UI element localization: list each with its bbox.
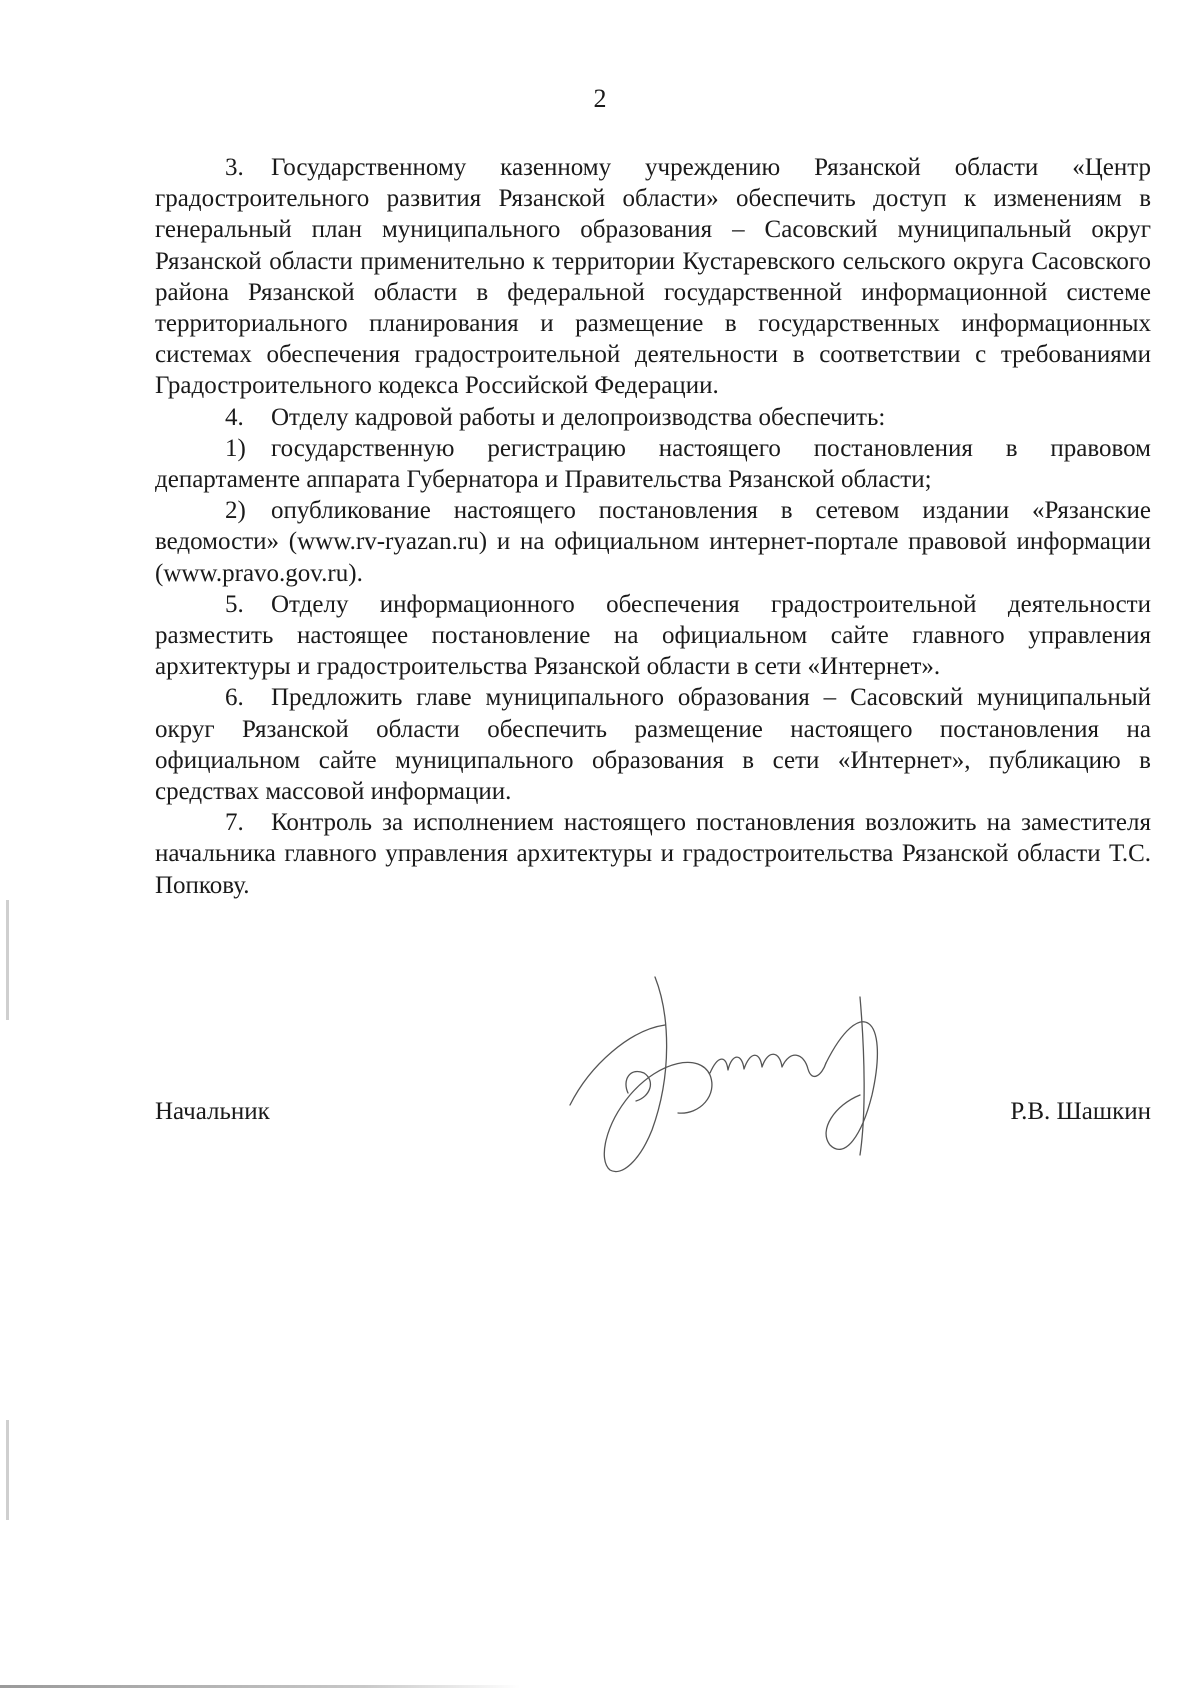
- paragraph-number: 6.: [225, 684, 244, 712]
- document-body: [155, 152, 1151, 901]
- signature-stroke: [570, 1025, 665, 1105]
- scan-edge-mark: [6, 1420, 9, 1520]
- scan-bottom-line: [0, 1685, 520, 1688]
- paragraph-number: 1): [225, 434, 246, 462]
- paragraph-7: [155, 807, 1151, 901]
- scan-edge-mark: [6, 900, 9, 1020]
- signature-stroke: [604, 977, 712, 1172]
- signature-stroke: [826, 1022, 877, 1150]
- paragraph-3: [155, 152, 1151, 402]
- signature-stroke: [710, 1054, 826, 1076]
- paragraph-4: [155, 402, 1151, 433]
- paragraph-number: 3.: [225, 154, 244, 181]
- paragraph-text: Отделу информационного обеспечения градостроительной деятельности разместить настоящее постановление на официальном сайте главного управления архитектуры и градостроительства Рязанской области в сети «Интернет».: [155, 590, 1151, 681]
- paragraph-number: 5.: [225, 590, 244, 618]
- paragraph-6: [155, 682, 1151, 807]
- paragraph-text: государственную регистрацию настоящего постановления в правовом департаменте аппарата Губернатора и Правительства Рязанской области;: [155, 434, 1151, 494]
- page-number: 2: [593, 84, 607, 113]
- paragraph-text: опубликование настоящего постановления в сетевом издании «Рязанские ведомости» (www.rv-ryazan.ru) и на официальном интернет-портале правовой информации (www.pravo.gov.ru).: [155, 497, 1151, 587]
- paragraph-4-2: [155, 495, 1151, 589]
- paragraph-text: Отделу кадровой работы и делопроизводства обеспечить:: [271, 403, 886, 431]
- paragraph-text: Предложить главе муниципального образования – Сасовский муниципальный округ Рязанской области обеспечить размещение настоящего постановления на официальном сайте муниципального образования в сети «Интернет», публикацию в средствах массовой информации.: [155, 684, 1151, 806]
- paragraph-number: 4.: [225, 403, 244, 431]
- paragraph-number: 2): [225, 497, 246, 525]
- signatory-name: Р.В. Шашкин: [1010, 1098, 1151, 1125]
- signatory-title: Начальник: [155, 1098, 270, 1125]
- handwritten-signature: [560, 955, 950, 1195]
- signature-stroke: [860, 997, 864, 1155]
- paragraph-text: Контроль за исполнением настоящего постановления возложить на заместителя начальника главного управления архитектуры и градостроительства Рязанской области Т.С. Попкову.: [155, 809, 1151, 899]
- paragraph-4-1: [155, 433, 1151, 495]
- paragraph-number: 7.: [225, 809, 244, 837]
- paragraph-text: Государственному казенному учреждению Рязанской области «Центр градостроительного развития Рязанской области» обеспечить доступ к изменениям в генеральный план муниципального образования – Сасовский муниципальный округ Рязанской области применительно к территории Кустаревского сельского округа Сасовского района Рязанской области в федеральной государственной информационной системе территориального планирования и размещение в государственных информационных системах обеспечения градостроительной деятельности в соответствии с требованиями Градостроительного кодекса Российской Федерации.: [155, 154, 1151, 400]
- paragraph-5: [155, 589, 1151, 683]
